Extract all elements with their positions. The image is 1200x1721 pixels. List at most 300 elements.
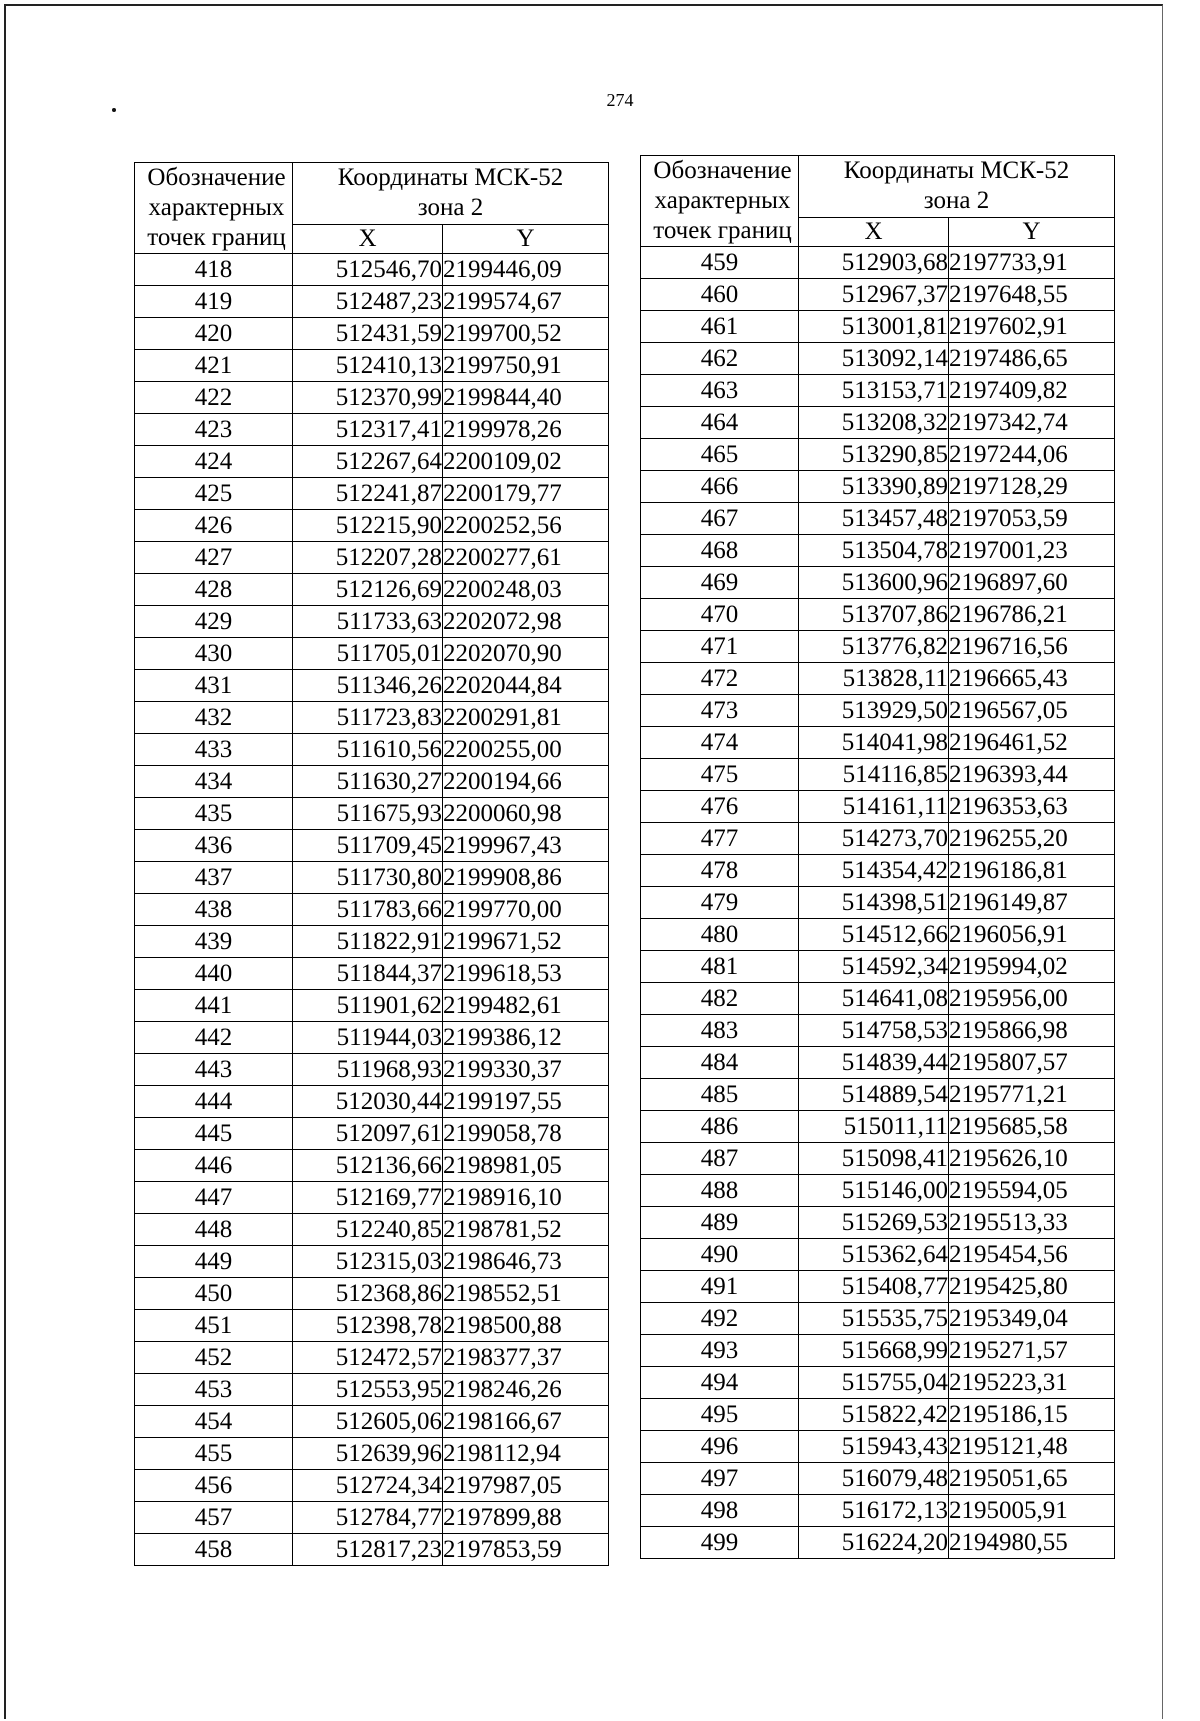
y-cell: 2195454,56 bbox=[949, 1239, 1115, 1271]
point-cell: 431 bbox=[135, 670, 293, 702]
x-cell: 513457,48 bbox=[799, 503, 949, 535]
y-cell: 2197987,05 bbox=[443, 1470, 609, 1502]
y-cell: 2198377,37 bbox=[443, 1342, 609, 1374]
table-row bbox=[135, 702, 609, 734]
x-cell: 512410,13 bbox=[293, 350, 443, 382]
table-row bbox=[641, 279, 1115, 311]
y-cell: 2200194,66 bbox=[443, 766, 609, 798]
y-cell: 2199386,12 bbox=[443, 1022, 609, 1054]
table-body-right bbox=[641, 247, 1115, 1559]
point-cell: 474 bbox=[641, 727, 799, 759]
table-row bbox=[135, 542, 609, 574]
x-cell: 513600,96 bbox=[799, 567, 949, 599]
x-cell: 513504,78 bbox=[799, 535, 949, 567]
table-row bbox=[135, 798, 609, 830]
y-cell: 2199844,40 bbox=[443, 382, 609, 414]
table-row bbox=[135, 414, 609, 446]
table-row bbox=[641, 1303, 1115, 1335]
point-cell: 494 bbox=[641, 1367, 799, 1399]
table-row bbox=[641, 791, 1115, 823]
coords-header-line2: зона 2 bbox=[923, 187, 990, 215]
point-cell: 435 bbox=[135, 798, 293, 830]
point-cell: 460 bbox=[641, 279, 799, 311]
y-cell: 2198781,52 bbox=[443, 1214, 609, 1246]
table-row bbox=[641, 663, 1115, 695]
coords-column-header bbox=[293, 163, 609, 225]
y-cell: 2195771,21 bbox=[949, 1079, 1115, 1111]
point-cell: 425 bbox=[135, 478, 293, 510]
x-cell: 512207,28 bbox=[293, 542, 443, 574]
point-cell: 490 bbox=[641, 1239, 799, 1271]
table-row bbox=[641, 599, 1115, 631]
table-row bbox=[641, 695, 1115, 727]
table-row bbox=[641, 407, 1115, 439]
x-cell: 512241,87 bbox=[293, 478, 443, 510]
y-cell: 2196665,43 bbox=[949, 663, 1115, 695]
table-row bbox=[641, 1399, 1115, 1431]
table-row bbox=[135, 638, 609, 670]
y-cell: 2195186,15 bbox=[949, 1399, 1115, 1431]
point-cell: 484 bbox=[641, 1047, 799, 1079]
x-cell: 511705,01 bbox=[293, 638, 443, 670]
x-cell: 512097,61 bbox=[293, 1118, 443, 1150]
y-cell: 2197409,82 bbox=[949, 375, 1115, 407]
y-cell: 2199618,53 bbox=[443, 958, 609, 990]
point-cell: 464 bbox=[641, 407, 799, 439]
x-cell: 514041,98 bbox=[799, 727, 949, 759]
point-cell: 420 bbox=[135, 318, 293, 350]
table-row bbox=[641, 1143, 1115, 1175]
point-cell: 459 bbox=[641, 247, 799, 279]
x-cell: 515098,41 bbox=[799, 1143, 949, 1175]
point-cell: 468 bbox=[641, 535, 799, 567]
x-cell: 512903,68 bbox=[799, 247, 949, 279]
y-cell: 2199671,52 bbox=[443, 926, 609, 958]
table-row bbox=[641, 1495, 1115, 1527]
page-number: 274 bbox=[606, 90, 634, 110]
y-cell: 2200252,56 bbox=[443, 510, 609, 542]
x-cell: 512472,57 bbox=[293, 1342, 443, 1374]
x-cell: 514758,53 bbox=[799, 1015, 949, 1047]
x-cell: 515146,00 bbox=[799, 1175, 949, 1207]
table-row bbox=[641, 375, 1115, 407]
x-cell: 511822,91 bbox=[293, 926, 443, 958]
x-cell: 512605,06 bbox=[293, 1406, 443, 1438]
x-cell: 515535,75 bbox=[799, 1303, 949, 1335]
y-cell: 2197053,59 bbox=[949, 503, 1115, 535]
point-cell: 493 bbox=[641, 1335, 799, 1367]
table-row bbox=[641, 1111, 1115, 1143]
point-cell: 443 bbox=[135, 1054, 293, 1086]
table-row bbox=[641, 1335, 1115, 1367]
point-cell: 475 bbox=[641, 759, 799, 791]
point-cell: 492 bbox=[641, 1303, 799, 1335]
coordinates-table-left bbox=[134, 162, 609, 1566]
y-cell: 2198500,88 bbox=[443, 1310, 609, 1342]
table-row bbox=[135, 1022, 609, 1054]
point-cell: 449 bbox=[135, 1246, 293, 1278]
table-row bbox=[135, 958, 609, 990]
coordinates-table-right bbox=[640, 155, 1115, 1559]
x-cell: 513390,89 bbox=[799, 471, 949, 503]
point-cell: 491 bbox=[641, 1271, 799, 1303]
table-row bbox=[135, 254, 609, 286]
x-cell: 514116,85 bbox=[799, 759, 949, 791]
table-row bbox=[641, 1175, 1115, 1207]
point-cell: 453 bbox=[135, 1374, 293, 1406]
x-cell: 511844,37 bbox=[293, 958, 443, 990]
x-cell: 512317,41 bbox=[293, 414, 443, 446]
y-cell: 2199058,78 bbox=[443, 1118, 609, 1150]
y-cell: 2198552,51 bbox=[443, 1278, 609, 1310]
y-cell: 2197648,55 bbox=[949, 279, 1115, 311]
y-cell: 2196149,87 bbox=[949, 887, 1115, 919]
y-cell: 2196186,81 bbox=[949, 855, 1115, 887]
x-cell: 512126,69 bbox=[293, 574, 443, 606]
y-cell: 2195271,57 bbox=[949, 1335, 1115, 1367]
table-row bbox=[135, 1246, 609, 1278]
scan-dot bbox=[112, 108, 116, 112]
y-cell: 2195223,31 bbox=[949, 1367, 1115, 1399]
y-column-header: Y bbox=[443, 224, 609, 253]
y-cell: 2197853,59 bbox=[443, 1534, 609, 1566]
table-row bbox=[641, 1047, 1115, 1079]
y-cell: 2195005,91 bbox=[949, 1495, 1115, 1527]
point-cell: 429 bbox=[135, 606, 293, 638]
point-cell: 495 bbox=[641, 1399, 799, 1431]
y-cell: 2198246,26 bbox=[443, 1374, 609, 1406]
point-cell: 482 bbox=[641, 983, 799, 1015]
y-cell: 2197486,65 bbox=[949, 343, 1115, 375]
y-cell: 2195626,10 bbox=[949, 1143, 1115, 1175]
point-cell: 465 bbox=[641, 439, 799, 471]
y-cell: 2197733,91 bbox=[949, 247, 1115, 279]
y-cell: 2199482,61 bbox=[443, 990, 609, 1022]
y-cell: 2195685,58 bbox=[949, 1111, 1115, 1143]
point-cell: 456 bbox=[135, 1470, 293, 1502]
point-cell: 439 bbox=[135, 926, 293, 958]
x-cell: 513290,85 bbox=[799, 439, 949, 471]
x-cell: 511901,62 bbox=[293, 990, 443, 1022]
x-cell: 514161,11 bbox=[799, 791, 949, 823]
y-cell: 2202072,98 bbox=[443, 606, 609, 638]
x-cell: 511675,93 bbox=[293, 798, 443, 830]
y-cell: 2200248,03 bbox=[443, 574, 609, 606]
table-row bbox=[641, 631, 1115, 663]
point-cell: 427 bbox=[135, 542, 293, 574]
y-cell: 2196897,60 bbox=[949, 567, 1115, 599]
x-cell: 516224,20 bbox=[799, 1527, 949, 1559]
point-cell: 421 bbox=[135, 350, 293, 382]
x-cell: 511783,66 bbox=[293, 894, 443, 926]
x-cell: 512398,78 bbox=[293, 1310, 443, 1342]
point-cell: 487 bbox=[641, 1143, 799, 1175]
table-row bbox=[135, 1054, 609, 1086]
y-cell: 2199700,52 bbox=[443, 318, 609, 350]
y-cell: 2196567,05 bbox=[949, 695, 1115, 727]
y-cell: 2196786,21 bbox=[949, 599, 1115, 631]
point-cell: 483 bbox=[641, 1015, 799, 1047]
point-cell: 437 bbox=[135, 862, 293, 894]
table-row bbox=[135, 574, 609, 606]
y-cell: 2195594,05 bbox=[949, 1175, 1115, 1207]
x-cell: 512784,77 bbox=[293, 1502, 443, 1534]
point-header-line2: характерных bbox=[148, 194, 285, 221]
point-cell: 422 bbox=[135, 382, 293, 414]
x-cell: 512370,99 bbox=[293, 382, 443, 414]
x-cell: 514839,44 bbox=[799, 1047, 949, 1079]
point-cell: 477 bbox=[641, 823, 799, 855]
table-row bbox=[641, 887, 1115, 919]
point-cell: 499 bbox=[641, 1527, 799, 1559]
y-cell: 2195425,80 bbox=[949, 1271, 1115, 1303]
x-cell: 512215,90 bbox=[293, 510, 443, 542]
table-row bbox=[641, 1015, 1115, 1047]
table-row bbox=[641, 1463, 1115, 1495]
table-row bbox=[135, 1374, 609, 1406]
x-column-header: X bbox=[799, 217, 949, 246]
point-header-line1: Обозначение bbox=[147, 164, 286, 191]
x-cell: 515269,53 bbox=[799, 1207, 949, 1239]
y-cell: 2200291,81 bbox=[443, 702, 609, 734]
table-row bbox=[641, 1271, 1115, 1303]
y-cell: 2198916,10 bbox=[443, 1182, 609, 1214]
table-body-left bbox=[135, 254, 609, 1566]
y-cell: 2197244,06 bbox=[949, 439, 1115, 471]
point-cell: 489 bbox=[641, 1207, 799, 1239]
table-row bbox=[135, 1118, 609, 1150]
point-column-header bbox=[641, 156, 799, 247]
y-cell: 2199750,91 bbox=[443, 350, 609, 382]
x-cell: 514354,42 bbox=[799, 855, 949, 887]
table-row bbox=[135, 510, 609, 542]
y-cell: 2194980,55 bbox=[949, 1527, 1115, 1559]
point-cell: 445 bbox=[135, 1118, 293, 1150]
table-row bbox=[135, 926, 609, 958]
table-row bbox=[135, 1278, 609, 1310]
y-cell: 2197001,23 bbox=[949, 535, 1115, 567]
table-row bbox=[135, 734, 609, 766]
table-row bbox=[135, 830, 609, 862]
x-cell: 514641,08 bbox=[799, 983, 949, 1015]
point-cell: 472 bbox=[641, 663, 799, 695]
y-cell: 2200060,98 bbox=[443, 798, 609, 830]
point-cell: 462 bbox=[641, 343, 799, 375]
table-row bbox=[641, 535, 1115, 567]
table-row bbox=[135, 862, 609, 894]
point-cell: 451 bbox=[135, 1310, 293, 1342]
x-cell: 513776,82 bbox=[799, 631, 949, 663]
x-cell: 514889,54 bbox=[799, 1079, 949, 1111]
coords-header-line1: Координаты МСК-52 bbox=[337, 164, 564, 192]
point-cell: 423 bbox=[135, 414, 293, 446]
point-cell: 471 bbox=[641, 631, 799, 663]
x-cell: 512315,03 bbox=[293, 1246, 443, 1278]
x-cell: 511723,83 bbox=[293, 702, 443, 734]
y-cell: 2197899,88 bbox=[443, 1502, 609, 1534]
y-cell: 2200277,61 bbox=[443, 542, 609, 574]
x-column-header: X bbox=[293, 224, 443, 253]
y-cell: 2199978,26 bbox=[443, 414, 609, 446]
point-cell: 478 bbox=[641, 855, 799, 887]
table-row bbox=[135, 1150, 609, 1182]
table-row bbox=[135, 766, 609, 798]
point-cell: 463 bbox=[641, 375, 799, 407]
table-row bbox=[135, 1406, 609, 1438]
table-row bbox=[135, 286, 609, 318]
x-cell: 514398,51 bbox=[799, 887, 949, 919]
point-cell: 448 bbox=[135, 1214, 293, 1246]
table-row bbox=[135, 1310, 609, 1342]
table-row bbox=[135, 1438, 609, 1470]
x-cell: 515822,42 bbox=[799, 1399, 949, 1431]
table-row bbox=[135, 1342, 609, 1374]
point-cell: 446 bbox=[135, 1150, 293, 1182]
table-row bbox=[641, 1207, 1115, 1239]
point-cell: 486 bbox=[641, 1111, 799, 1143]
table-row bbox=[641, 1239, 1115, 1271]
point-cell: 450 bbox=[135, 1278, 293, 1310]
x-cell: 514592,34 bbox=[799, 951, 949, 983]
coords-header-line1: Координаты МСК-52 bbox=[843, 157, 1070, 185]
y-column-header: Y bbox=[949, 217, 1115, 246]
point-cell: 466 bbox=[641, 471, 799, 503]
y-cell: 2196353,63 bbox=[949, 791, 1115, 823]
x-cell: 514512,66 bbox=[799, 919, 949, 951]
y-cell: 2199770,00 bbox=[443, 894, 609, 926]
x-cell: 512967,37 bbox=[799, 279, 949, 311]
x-cell: 513092,14 bbox=[799, 343, 949, 375]
x-cell: 512487,23 bbox=[293, 286, 443, 318]
y-cell: 2200109,02 bbox=[443, 446, 609, 478]
y-cell: 2197128,29 bbox=[949, 471, 1115, 503]
y-cell: 2202044,84 bbox=[443, 670, 609, 702]
point-cell: 432 bbox=[135, 702, 293, 734]
x-cell: 512431,59 bbox=[293, 318, 443, 350]
table-row bbox=[135, 1182, 609, 1214]
y-cell: 2199446,09 bbox=[443, 254, 609, 286]
table-row bbox=[641, 471, 1115, 503]
point-cell: 440 bbox=[135, 958, 293, 990]
point-cell: 452 bbox=[135, 1342, 293, 1374]
y-cell: 2195807,57 bbox=[949, 1047, 1115, 1079]
x-cell: 511730,80 bbox=[293, 862, 443, 894]
table-row bbox=[135, 350, 609, 382]
y-cell: 2198166,67 bbox=[443, 1406, 609, 1438]
y-cell: 2196461,52 bbox=[949, 727, 1115, 759]
y-cell: 2198981,05 bbox=[443, 1150, 609, 1182]
coords-header-line2: зона 2 bbox=[417, 194, 484, 222]
point-cell: 498 bbox=[641, 1495, 799, 1527]
y-cell: 2199908,86 bbox=[443, 862, 609, 894]
table-row bbox=[641, 983, 1115, 1015]
point-cell: 442 bbox=[135, 1022, 293, 1054]
point-cell: 428 bbox=[135, 574, 293, 606]
y-cell: 2199574,67 bbox=[443, 286, 609, 318]
point-cell: 485 bbox=[641, 1079, 799, 1111]
x-cell: 513707,86 bbox=[799, 599, 949, 631]
x-cell: 511968,93 bbox=[293, 1054, 443, 1086]
table-row bbox=[135, 1534, 609, 1566]
point-cell: 436 bbox=[135, 830, 293, 862]
x-cell: 513208,32 bbox=[799, 407, 949, 439]
x-cell: 511733,63 bbox=[293, 606, 443, 638]
table-row bbox=[641, 727, 1115, 759]
point-cell: 426 bbox=[135, 510, 293, 542]
point-cell: 473 bbox=[641, 695, 799, 727]
table-row bbox=[135, 894, 609, 926]
table-row bbox=[641, 1527, 1115, 1559]
x-cell: 512546,70 bbox=[293, 254, 443, 286]
table-row bbox=[135, 1214, 609, 1246]
x-cell: 512030,44 bbox=[293, 1086, 443, 1118]
y-cell: 2198112,94 bbox=[443, 1438, 609, 1470]
point-cell: 457 bbox=[135, 1502, 293, 1534]
y-cell: 2200255,00 bbox=[443, 734, 609, 766]
point-cell: 481 bbox=[641, 951, 799, 983]
point-column-header bbox=[135, 163, 293, 254]
y-cell: 2196255,20 bbox=[949, 823, 1115, 855]
x-cell: 511944,03 bbox=[293, 1022, 443, 1054]
point-cell: 433 bbox=[135, 734, 293, 766]
x-cell: 515011,11 bbox=[799, 1111, 949, 1143]
x-cell: 515362,64 bbox=[799, 1239, 949, 1271]
table-row bbox=[641, 1367, 1115, 1399]
point-header-line2: характерных bbox=[654, 187, 791, 214]
y-cell: 2197342,74 bbox=[949, 407, 1115, 439]
x-cell: 513001,81 bbox=[799, 311, 949, 343]
table-row bbox=[135, 1502, 609, 1534]
table-row bbox=[135, 1470, 609, 1502]
point-header-line1: Обозначение bbox=[653, 157, 792, 184]
table-row bbox=[641, 439, 1115, 471]
x-cell: 512724,34 bbox=[293, 1470, 443, 1502]
x-cell: 513929,50 bbox=[799, 695, 949, 727]
point-cell: 447 bbox=[135, 1182, 293, 1214]
x-cell: 511630,27 bbox=[293, 766, 443, 798]
point-cell: 438 bbox=[135, 894, 293, 926]
point-cell: 461 bbox=[641, 311, 799, 343]
y-cell: 2195956,00 bbox=[949, 983, 1115, 1015]
y-cell: 2196056,91 bbox=[949, 919, 1115, 951]
table-row bbox=[641, 855, 1115, 887]
x-cell: 515755,04 bbox=[799, 1367, 949, 1399]
x-cell: 512240,85 bbox=[293, 1214, 443, 1246]
point-cell: 469 bbox=[641, 567, 799, 599]
x-cell: 512267,64 bbox=[293, 446, 443, 478]
point-cell: 476 bbox=[641, 791, 799, 823]
coords-column-header bbox=[799, 156, 1115, 218]
table-row bbox=[135, 318, 609, 350]
y-cell: 2196393,44 bbox=[949, 759, 1115, 791]
x-cell: 516172,13 bbox=[799, 1495, 949, 1527]
table-row bbox=[641, 759, 1115, 791]
y-cell: 2195513,33 bbox=[949, 1207, 1115, 1239]
y-cell: 2196716,56 bbox=[949, 631, 1115, 663]
point-cell: 458 bbox=[135, 1534, 293, 1566]
point-cell: 496 bbox=[641, 1431, 799, 1463]
table-row bbox=[135, 382, 609, 414]
table-row bbox=[641, 247, 1115, 279]
table-row bbox=[641, 919, 1115, 951]
table-row bbox=[135, 990, 609, 1022]
point-cell: 444 bbox=[135, 1086, 293, 1118]
x-cell: 514273,70 bbox=[799, 823, 949, 855]
y-cell: 2195051,65 bbox=[949, 1463, 1115, 1495]
table-row bbox=[135, 478, 609, 510]
x-cell: 511610,56 bbox=[293, 734, 443, 766]
x-cell: 511346,26 bbox=[293, 670, 443, 702]
